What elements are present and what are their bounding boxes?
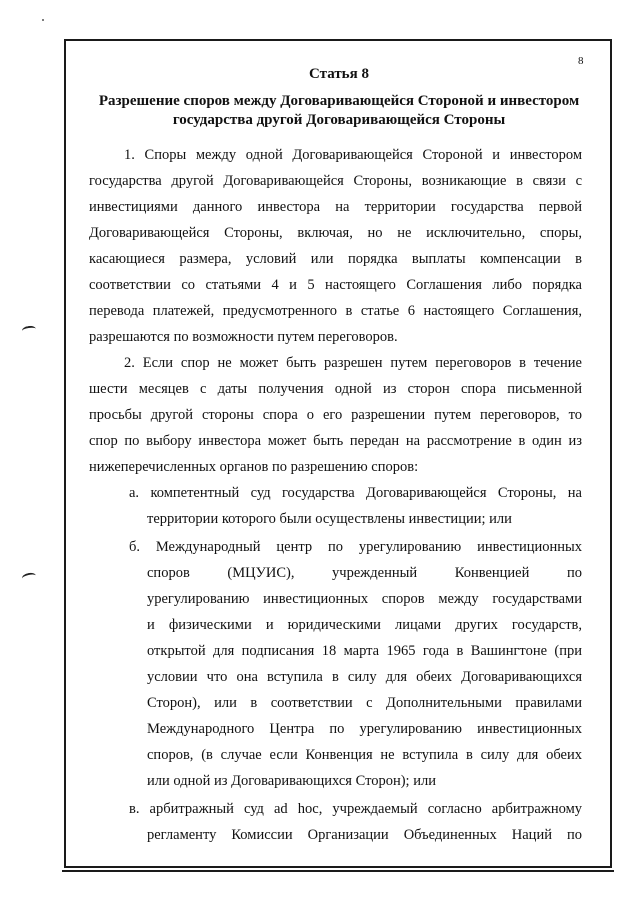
- list-item-b-line: Международного Центра по урегулированию инвестиционных: [147, 721, 582, 737]
- paragraph-2-line: шести месяцев с даты получения одной из сторон спора письменной: [89, 381, 582, 397]
- paragraph-1-line: Договаривающейся Стороны, включая, но не исключительно, споры,: [89, 225, 582, 241]
- list-item-b-line: б. Международный центр по урегулированию инвестиционных: [129, 539, 582, 555]
- paragraph-2-line: просьбы другой стороны спора о его разрешении путем переговоров, то: [89, 407, 582, 423]
- list-item-b-line: или одной из Договаривающихся Сторон); или: [147, 773, 436, 789]
- paragraph-1-line: касающиеся размера, условий или порядка выплаты компенсации в: [89, 251, 582, 267]
- article-title-line: государства другой Договаривающейся Стороны: [172, 112, 506, 128]
- margin-mark: [22, 325, 37, 335]
- list-item-b-line: урегулированию инвестиционных споров между государствами: [147, 591, 582, 607]
- list-item-c-line: в. арбитражный суд ad hoc, учреждаемый согласно арбитражному: [129, 801, 582, 817]
- paragraph-1-line: соответствии со статьями 4 и 5 настоящего Соглашения либо порядка: [89, 277, 582, 293]
- list-item-b-line: открытой для подписания 18 марта 1965 года в Вашингтоне (при: [147, 643, 582, 659]
- list-item-a-line: территории которого были осуществлены инвестиции; или: [147, 511, 512, 527]
- list-item-b-line: Сторон), или в соответствии с Дополнительными правилами: [147, 695, 582, 711]
- list-item-b-line: и физическими и юридическими лицами других государств,: [147, 617, 582, 633]
- paragraph-2-line: 2. Если спор не может быть разрешен путем переговоров в течение: [124, 355, 582, 371]
- page-number: 8: [578, 55, 584, 67]
- list-item-b-line: споров, (в случае если Конвенция не вступила в силу для обеих: [147, 747, 582, 763]
- list-item-a-line: а. компетентный суд государства Договаривающейся Стороны, на: [129, 485, 582, 501]
- list-item-b-line: споров (МЦУИС), учрежденный Конвенцией по: [147, 565, 582, 581]
- paragraph-1-line: инвестициями данного инвестора на территории государства первой: [89, 199, 582, 215]
- scan-speck: [42, 19, 44, 21]
- paragraph-2-line: спор по выбору инвестора может быть передан на рассмотрение в один из: [89, 433, 582, 449]
- list-item-c-line: регламенту Комиссии Организации Объединенных Наций по: [147, 827, 582, 843]
- paragraph-1-line: разрешаются по возможности путем переговоров.: [89, 329, 398, 345]
- article-title-line: Разрешение споров между Договаривающейся Стороной и инвестором: [98, 93, 580, 109]
- paragraph-1-line: государства другой Договаривающейся Стороны, возникающие в связи с: [89, 173, 582, 189]
- article-heading: Статья 8: [309, 66, 369, 82]
- paragraph-2-line: нижеперечисленных органов по разрешению споров:: [89, 459, 419, 475]
- margin-mark: [21, 572, 36, 583]
- paragraph-1-line: перевода платежей, предусмотренного в статье 6 настоящего Соглашения,: [89, 303, 582, 319]
- paragraph-1-line: 1. Споры между одной Договаривающейся Стороной и инвестором: [124, 147, 582, 163]
- list-item-b-line: условии что она вступила в силу для обеих Договаривающихся: [147, 669, 582, 685]
